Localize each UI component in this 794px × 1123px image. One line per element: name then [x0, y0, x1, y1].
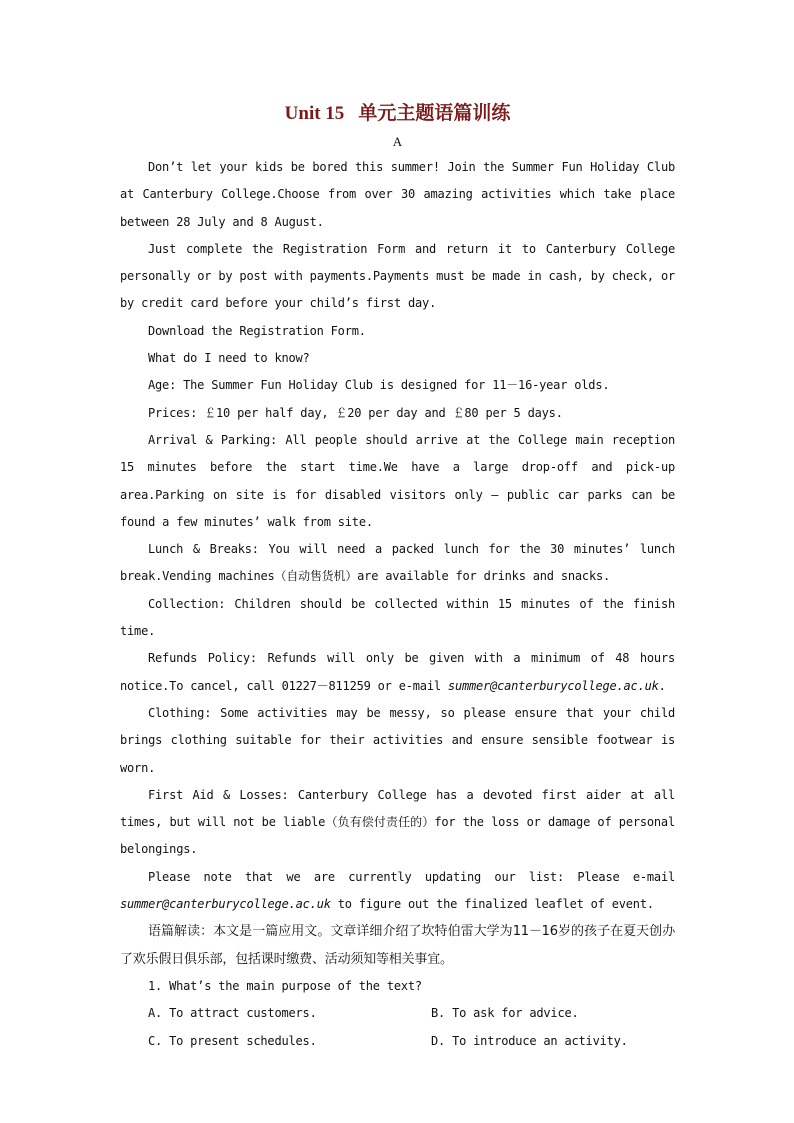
option-c: C. To present schedules. [148, 1033, 317, 1048]
passage-analysis: 语篇解读：本文是一篇应用文。文章详细介绍了坎特伯雷大学为11－16岁的孩子在夏天创办了欢乐假日俱乐部，包括课时缴费、活动须知等相关事宜。 [120, 924, 675, 967]
paragraph-need-to-know: What do I need to know? [148, 351, 310, 366]
unit-label: Unit 15 [284, 103, 345, 124]
option-a: A. To attract customers. [148, 1006, 317, 1021]
note-end: to figure out the finalized leaflet of event. [330, 897, 654, 912]
paragraph-note [120, 864, 675, 919]
page-title [120, 100, 675, 128]
paragraph-download: Download the Registration Form. [148, 323, 366, 338]
paragraph-first-aid: First Aid & Losses: Canterbury College has a devoted first aider at all times, but will not be liable（负有偿付责任的）for the loss or damage of personal belongings. [120, 787, 675, 857]
refunds-email: summer@canterburycollege.ac.uk [447, 678, 659, 693]
document-page [120, 100, 675, 1055]
refunds-end: . [658, 678, 666, 693]
answer-options [120, 1000, 675, 1055]
paragraph-intro: Don’t let your kids be bored this summer! Join the Summer Fun Holiday Club at Canterbury College.Choose from over 30 amazing activities which take place between 28 July and 8 August. [120, 160, 675, 229]
note-text: Please note that we are currently updating our list: Please e-mail [148, 869, 675, 884]
paragraph-registration: Just complete the Registration Form and return it to Canterbury College personally or by post with payments.Payments must be made in cash, by check, or by credit card before your child’s first day. [120, 241, 675, 311]
option-d: D. To introduce an activity. [431, 1033, 628, 1048]
paragraph-arrival-parking: Arrival & Parking: All people should arrive at the College main reception 15 minutes before the start time.We have a large drop-off and pick-up area.Parking on site is for disabled visitors only — public car parks can be found a few minutes’ walk from site. [120, 432, 675, 529]
paragraph-collection: Collection: Children should be collected within 15 minutes of the finish time. [120, 596, 675, 639]
title-text: 单元主题语篇训练 [358, 103, 511, 124]
refunds-text: Refunds Policy: Refunds will only be given with a minimum of 48 hours notice.To cancel, call 01227－811259 or e-mail [120, 651, 675, 693]
paragraph-lunch-breaks: Lunch & Breaks: You will need a packed lunch for the 30 minutes’ lunch break.Vending machines（自动售货机）are available for drinks and snacks. [120, 542, 675, 584]
option-b: B. To ask for advice. [431, 1006, 579, 1021]
section-letter: A [392, 134, 403, 149]
paragraph-prices: Prices: ￡10 per half day, ￡20 per day and ￡80 per 5 days. [148, 405, 563, 420]
note-email: summer@canterburycollege.ac.uk [120, 897, 331, 912]
question-stem: 1. What’s the main purpose of the text? [148, 978, 422, 993]
paragraph-refunds [120, 645, 675, 700]
paragraph-clothing: Clothing: Some activities may be messy, so please ensure that your child brings clothing suitable for their activities and ensure sensible footwear is worn. [120, 705, 675, 775]
paragraph-age: Age: The Summer Fun Holiday Club is designed for 11－16-year olds. [148, 378, 610, 393]
